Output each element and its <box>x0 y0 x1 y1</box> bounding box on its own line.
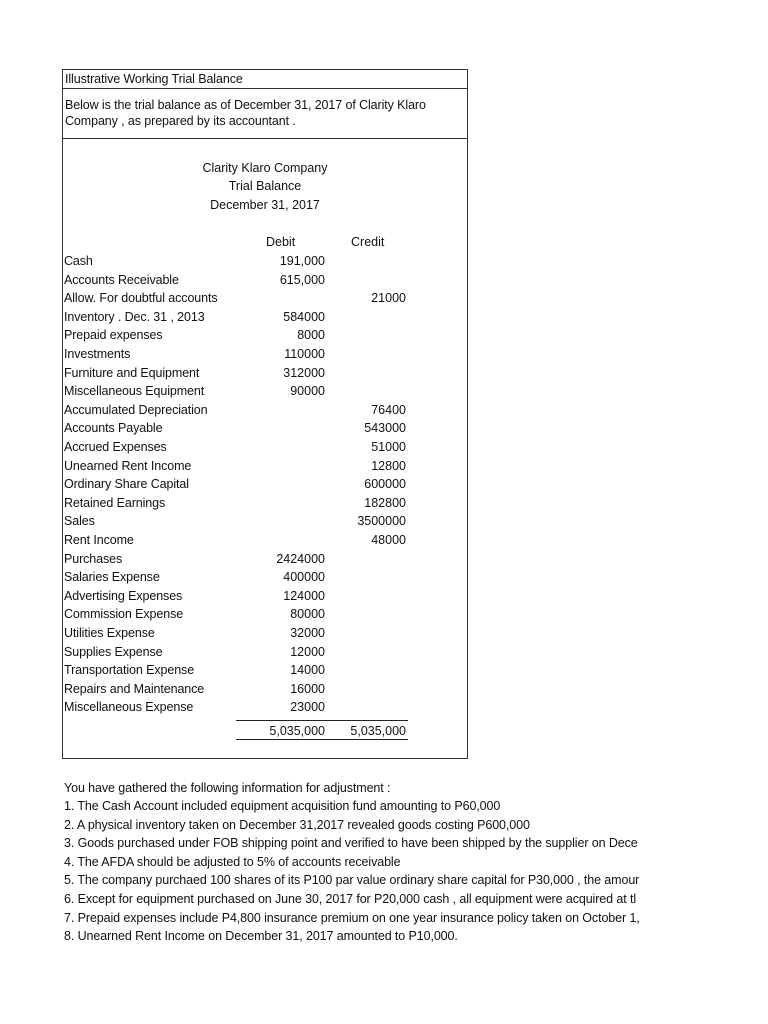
account-row <box>62 605 468 624</box>
debit-amount: 584000 <box>283 309 325 324</box>
debit-amount: 8000 <box>297 328 325 343</box>
adjustments-intro: You have gathered the following information for adjustment : <box>64 781 391 795</box>
account-name: Accumulated Depreciation <box>64 402 208 417</box>
account-row <box>62 271 468 290</box>
total-credit: 5,035,000 <box>350 724 406 738</box>
credit-amount: 76400 <box>371 402 406 417</box>
debit-amount: 32000 <box>290 626 325 640</box>
account-name: Prepaid expenses <box>64 328 163 343</box>
adjustment-item: 5. The company purchaed 100 shares of its P100 par value ordinary share capital for P30,000 , the amour <box>64 873 640 888</box>
account-name: Commission Expense <box>64 607 184 622</box>
intro-line-1: Below is the trial balance as of December 31, 2017 of Clarity Klaro <box>65 98 426 112</box>
account-row <box>62 568 468 587</box>
adjustment-item: 8. Unearned Rent Income on December 31, 2017 amounted to P10,000. <box>64 929 458 944</box>
adjustment-item: 3. Goods purchased under FOB shipping point and verified to have been shipped by the supplier on Dece <box>64 836 638 851</box>
debit-amount: 400000 <box>283 570 325 585</box>
adjustment-item: 1. The Cash Account included equipment acquisition fund amounting to P60,000 <box>64 799 501 813</box>
total-rule-bottom <box>236 739 408 740</box>
account-name: Repairs and Maintenance <box>64 681 205 696</box>
debit-amount: 90000 <box>290 384 325 399</box>
credit-amount: 48000 <box>371 533 406 547</box>
account-row <box>62 680 468 699</box>
account-name: Retained Earnings <box>64 495 166 510</box>
debit-amount: 312000 <box>283 365 325 380</box>
account-name: Accounts Receivable <box>64 272 179 287</box>
debit-header: Debit <box>266 235 296 249</box>
account-row <box>62 643 468 662</box>
credit-amount: 21000 <box>371 291 406 306</box>
debit-amount: 110000 <box>284 347 325 361</box>
account-name: Sales <box>64 514 95 529</box>
title-box <box>62 69 468 89</box>
account-row <box>62 661 468 680</box>
account-row <box>62 419 468 438</box>
debit-amount: 12000 <box>290 644 325 659</box>
credit-amount: 600000 <box>364 477 406 492</box>
credit-amount: 182800 <box>364 495 406 510</box>
account-row <box>62 531 468 550</box>
account-name: Furniture and Equipment <box>64 365 200 380</box>
account-row <box>62 345 468 364</box>
account-row <box>62 401 468 420</box>
debit-amount: 23000 <box>290 700 325 715</box>
account-name: Salaries Expense <box>64 570 160 585</box>
total-rule-top <box>236 720 408 721</box>
account-name: Transportation Expense <box>64 663 195 678</box>
debit-amount: 14000 <box>290 663 325 678</box>
account-name: Advertising Expenses <box>64 588 183 603</box>
account-name: Unearned Rent Income <box>64 458 192 473</box>
account-name: Investments <box>64 347 131 361</box>
account-row <box>62 252 468 271</box>
account-row <box>62 364 468 383</box>
account-name: Miscellaneous Equipment <box>64 384 205 399</box>
document-title: Illustrative Working Trial Balance <box>65 72 243 86</box>
account-row <box>62 457 468 476</box>
intro-box <box>62 88 468 139</box>
debit-amount: 16000 <box>290 681 325 696</box>
credit-amount: 12800 <box>371 458 406 473</box>
adjustment-item: 2. A physical inventory taken on December 31,2017 revealed goods costing P600,000 <box>64 817 530 832</box>
account-name: Accounts Payable <box>64 421 163 436</box>
statement-date: December 31, 2017 <box>210 198 320 212</box>
account-name: Inventory . Dec. 31 , 2013 <box>64 309 205 324</box>
account-row <box>62 475 468 494</box>
company-name: Clarity Klaro Company <box>202 161 328 175</box>
adjustment-item: 7. Prepaid expenses include P4,800 insurance premium on one year insurance policy taken on October 1, <box>64 910 640 925</box>
account-row <box>62 382 468 401</box>
credit-header: Credit <box>351 235 385 249</box>
statement-name: Trial Balance <box>228 179 302 193</box>
debit-amount: 191,000 <box>279 254 325 268</box>
debit-amount: 80000 <box>290 607 325 622</box>
adjustment-item: 6. Except for equipment purchased on June 30, 2017 for P20,000 cash , all equipment were acquired at tl <box>64 892 637 906</box>
account-name: Utilities Expense <box>64 626 155 640</box>
account-row <box>62 289 468 308</box>
account-row <box>62 624 468 643</box>
account-name: Supplies Expense <box>64 644 163 659</box>
account-row <box>62 326 468 345</box>
adjustment-item: 4. The AFDA should be adjusted to 5% of accounts receivable <box>64 854 401 869</box>
account-name: Ordinary Share Capital <box>64 477 189 492</box>
debit-amount: 2424000 <box>276 551 325 566</box>
account-row <box>62 494 468 513</box>
account-name: Cash <box>64 254 93 268</box>
totals-row <box>62 722 468 740</box>
account-row <box>62 438 468 457</box>
account-name: Purchases <box>64 551 123 566</box>
debit-amount: 615,000 <box>279 272 325 287</box>
account-name: Allow. For doubtful accounts <box>64 291 218 306</box>
account-row <box>62 698 468 717</box>
credit-amount: 3500000 <box>357 514 406 529</box>
account-row <box>62 512 468 531</box>
account-name: Rent Income <box>64 533 134 547</box>
credit-amount: 51000 <box>371 440 406 454</box>
account-row <box>62 550 468 569</box>
account-row <box>62 587 468 606</box>
intro-line-2: Company , as prepared by its accountant . <box>65 114 296 128</box>
account-row <box>62 308 468 327</box>
account-name: Accrued Expenses <box>64 440 167 454</box>
credit-amount: 543000 <box>364 421 406 436</box>
total-debit: 5,035,000 <box>269 724 325 738</box>
account-name: Miscellaneous Expense <box>64 700 194 715</box>
debit-amount: 124000 <box>283 588 325 603</box>
